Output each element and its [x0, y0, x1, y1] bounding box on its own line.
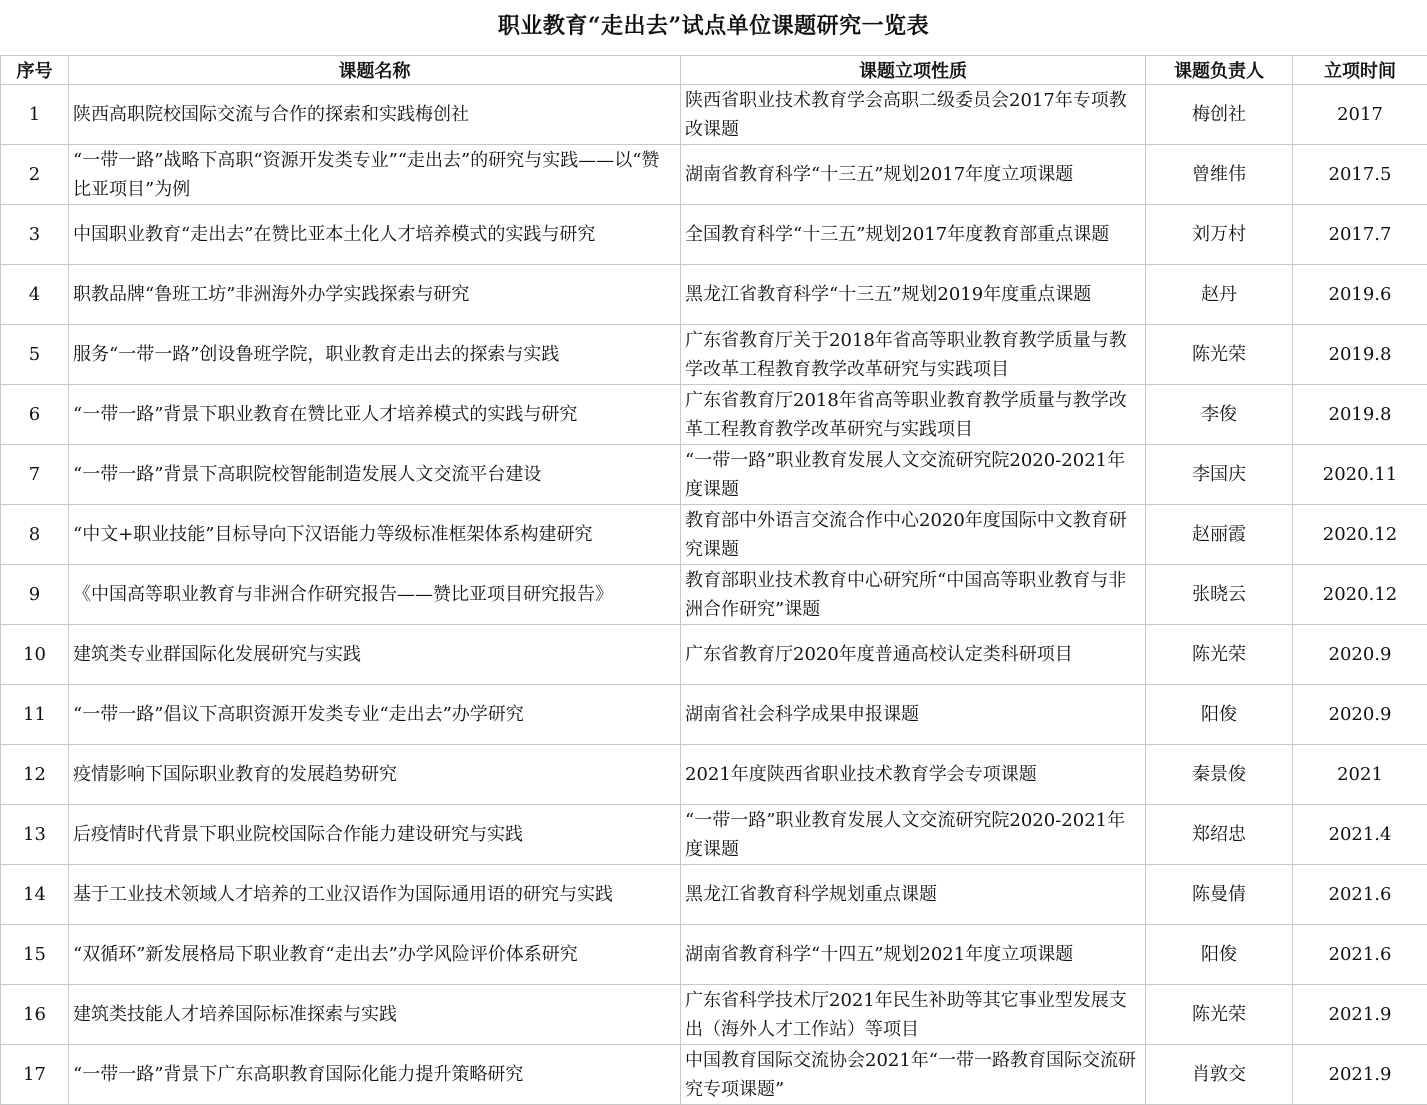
cell-no: 6 [1, 385, 69, 445]
cell-nature: 全国教育科学“十三五”规划2017年度教育部重点课题 [681, 205, 1146, 265]
cell-name: 基于工业技术领域人才培养的工业汉语作为国际通用语的研究与实践 [69, 865, 681, 925]
cell-date: 2020.9 [1293, 685, 1427, 745]
header-row [1, 56, 1427, 85]
table-row [1, 85, 1427, 145]
header-nature: 课题立项性质 [681, 56, 1146, 85]
cell-name: “一带一路”战略下高职“资源开发类专业”“走出去”的研究与实践——以“赞比亚项目”为例 [69, 145, 681, 205]
cell-nature: “一带一路”职业教育发展人文交流研究院2020-2021年度课题 [681, 445, 1146, 505]
table-row [1, 625, 1427, 685]
cell-name: “双循环”新发展格局下职业教育“走出去”办学风险评价体系研究 [69, 925, 681, 985]
cell-leader: 李国庆 [1146, 445, 1293, 505]
cell-no: 12 [1, 745, 69, 805]
cell-leader: 张晓云 [1146, 565, 1293, 625]
cell-leader: 阳俊 [1146, 685, 1293, 745]
cell-no: 3 [1, 205, 69, 265]
cell-leader: 陈光荣 [1146, 985, 1293, 1045]
cell-name: 疫情影响下国际职业教育的发展趋势研究 [69, 745, 681, 805]
cell-leader: 李俊 [1146, 385, 1293, 445]
cell-leader: 陈曼倩 [1146, 865, 1293, 925]
table-row [1, 565, 1427, 625]
table-row [1, 1045, 1427, 1105]
cell-no: 5 [1, 325, 69, 385]
cell-nature: 黑龙江省教育科学规划重点课题 [681, 865, 1146, 925]
cell-name: 中国职业教育“走出去”在赞比亚本土化人才培养模式的实践与研究 [69, 205, 681, 265]
cell-date: 2019.6 [1293, 265, 1427, 325]
header-date: 立项时间 [1293, 56, 1427, 85]
cell-no: 2 [1, 145, 69, 205]
cell-nature: 广东省教育厅2018年省高等职业教育教学质量与教学改革工程教育教学改革研究与实践项目 [681, 385, 1146, 445]
cell-leader: 赵丽霞 [1146, 505, 1293, 565]
cell-name: 《中国高等职业教育与非洲合作研究报告——赞比亚项目研究报告》 [69, 565, 681, 625]
cell-leader: 梅创社 [1146, 85, 1293, 145]
cell-leader: 阳俊 [1146, 925, 1293, 985]
cell-leader: 秦景俊 [1146, 745, 1293, 805]
cell-date: 2021.4 [1293, 805, 1427, 865]
cell-date: 2021.9 [1293, 1045, 1427, 1105]
research-table [0, 55, 1427, 1105]
table-row [1, 385, 1427, 445]
cell-name: 职教品牌“鲁班工坊”非洲海外办学实践探索与研究 [69, 265, 681, 325]
cell-no: 13 [1, 805, 69, 865]
cell-no: 10 [1, 625, 69, 685]
table-row [1, 745, 1427, 805]
table-row [1, 205, 1427, 265]
cell-nature: 广东省科学技术厅2021年民生补助等其它事业型发展支出（海外人才工作站）等项目 [681, 985, 1146, 1045]
table-row [1, 505, 1427, 565]
table-row [1, 805, 1427, 865]
cell-date: 2019.8 [1293, 385, 1427, 445]
cell-no: 11 [1, 685, 69, 745]
cell-date: 2017 [1293, 85, 1427, 145]
page-title: 职业教育“走出去”试点单位课题研究一览表 [497, 13, 930, 39]
cell-name: 陕西高职院校国际交流与合作的探索和实践梅创社 [69, 85, 681, 145]
cell-leader: 曾维伟 [1146, 145, 1293, 205]
cell-no: 4 [1, 265, 69, 325]
cell-name: 服务“一带一路”创设鲁班学院，职业教育走出去的探索与实践 [69, 325, 681, 385]
table-row [1, 925, 1427, 985]
cell-name: “一带一路”背景下广东高职教育国际化能力提升策略研究 [69, 1045, 681, 1105]
cell-no: 1 [1, 85, 69, 145]
table-row [1, 865, 1427, 925]
cell-name: “一带一路”背景下职业教育在赞比亚人才培养模式的实践与研究 [69, 385, 681, 445]
table-row [1, 265, 1427, 325]
table-header [1, 56, 1427, 85]
cell-leader: 郑绍忠 [1146, 805, 1293, 865]
header-name: 课题名称 [69, 56, 681, 85]
cell-date: 2020.11 [1293, 445, 1427, 505]
cell-date: 2017.5 [1293, 145, 1427, 205]
cell-leader: 刘万村 [1146, 205, 1293, 265]
cell-nature: 广东省教育厅2020年度普通高校认定类科研项目 [681, 625, 1146, 685]
table-row [1, 985, 1427, 1045]
cell-date: 2021.6 [1293, 865, 1427, 925]
table-row [1, 145, 1427, 205]
cell-leader: 赵丹 [1146, 265, 1293, 325]
cell-no: 8 [1, 505, 69, 565]
cell-leader: 陈光荣 [1146, 325, 1293, 385]
cell-name: 建筑类技能人才培养国际标准探索与实践 [69, 985, 681, 1045]
cell-no: 16 [1, 985, 69, 1045]
cell-nature: 湖南省教育科学“十三五”规划2017年度立项课题 [681, 145, 1146, 205]
cell-nature: 陕西省职业技术教育学会高职二级委员会2017年专项教改课题 [681, 85, 1146, 145]
table-row [1, 685, 1427, 745]
cell-nature: 2021年度陕西省职业技术教育学会专项课题 [681, 745, 1146, 805]
cell-no: 7 [1, 445, 69, 505]
table-row [1, 325, 1427, 385]
cell-name: 建筑类专业群国际化发展研究与实践 [69, 625, 681, 685]
cell-nature: 教育部中外语言交流合作中心2020年度国际中文教育研究课题 [681, 505, 1146, 565]
cell-date: 2020.9 [1293, 625, 1427, 685]
cell-leader: 陈光荣 [1146, 625, 1293, 685]
cell-date: 2017.7 [1293, 205, 1427, 265]
cell-date: 2021 [1293, 745, 1427, 805]
cell-no: 14 [1, 865, 69, 925]
cell-date: 2020.12 [1293, 565, 1427, 625]
cell-name: “一带一路”倡议下高职资源开发类专业“走出去”办学研究 [69, 685, 681, 745]
cell-leader: 肖敦交 [1146, 1045, 1293, 1105]
cell-name: “一带一路”背景下高职院校智能制造发展人文交流平台建设 [69, 445, 681, 505]
table-body [1, 85, 1427, 1105]
table-row [1, 445, 1427, 505]
header-leader: 课题负责人 [1146, 56, 1293, 85]
cell-date: 2020.12 [1293, 505, 1427, 565]
cell-nature: 广东省教育厅关于2018年省高等职业教育教学质量与教学改革工程教育教学改革研究与实践项目 [681, 325, 1146, 385]
header-no: 序号 [1, 56, 69, 85]
cell-nature: 黑龙江省教育科学“十三五”规划2019年度重点课题 [681, 265, 1146, 325]
cell-nature: 湖南省教育科学“十四五”规划2021年度立项课题 [681, 925, 1146, 985]
cell-nature: 湖南省社会科学成果申报课题 [681, 685, 1146, 745]
cell-no: 17 [1, 1045, 69, 1105]
cell-date: 2021.9 [1293, 985, 1427, 1045]
cell-name: 后疫情时代背景下职业院校国际合作能力建设研究与实践 [69, 805, 681, 865]
cell-nature: “一带一路”职业教育发展人文交流研究院2020-2021年度课题 [681, 805, 1146, 865]
cell-date: 2021.6 [1293, 925, 1427, 985]
cell-name: “中文+职业技能”目标导向下汉语能力等级标准框架体系构建研究 [69, 505, 681, 565]
cell-nature: 教育部职业技术教育中心研究所“中国高等职业教育与非洲合作研究”课题 [681, 565, 1146, 625]
cell-date: 2019.8 [1293, 325, 1427, 385]
cell-no: 9 [1, 565, 69, 625]
cell-no: 15 [1, 925, 69, 985]
cell-nature: 中国教育国际交流协会2021年“一带一路教育国际交流研究专项课题” [681, 1045, 1146, 1105]
